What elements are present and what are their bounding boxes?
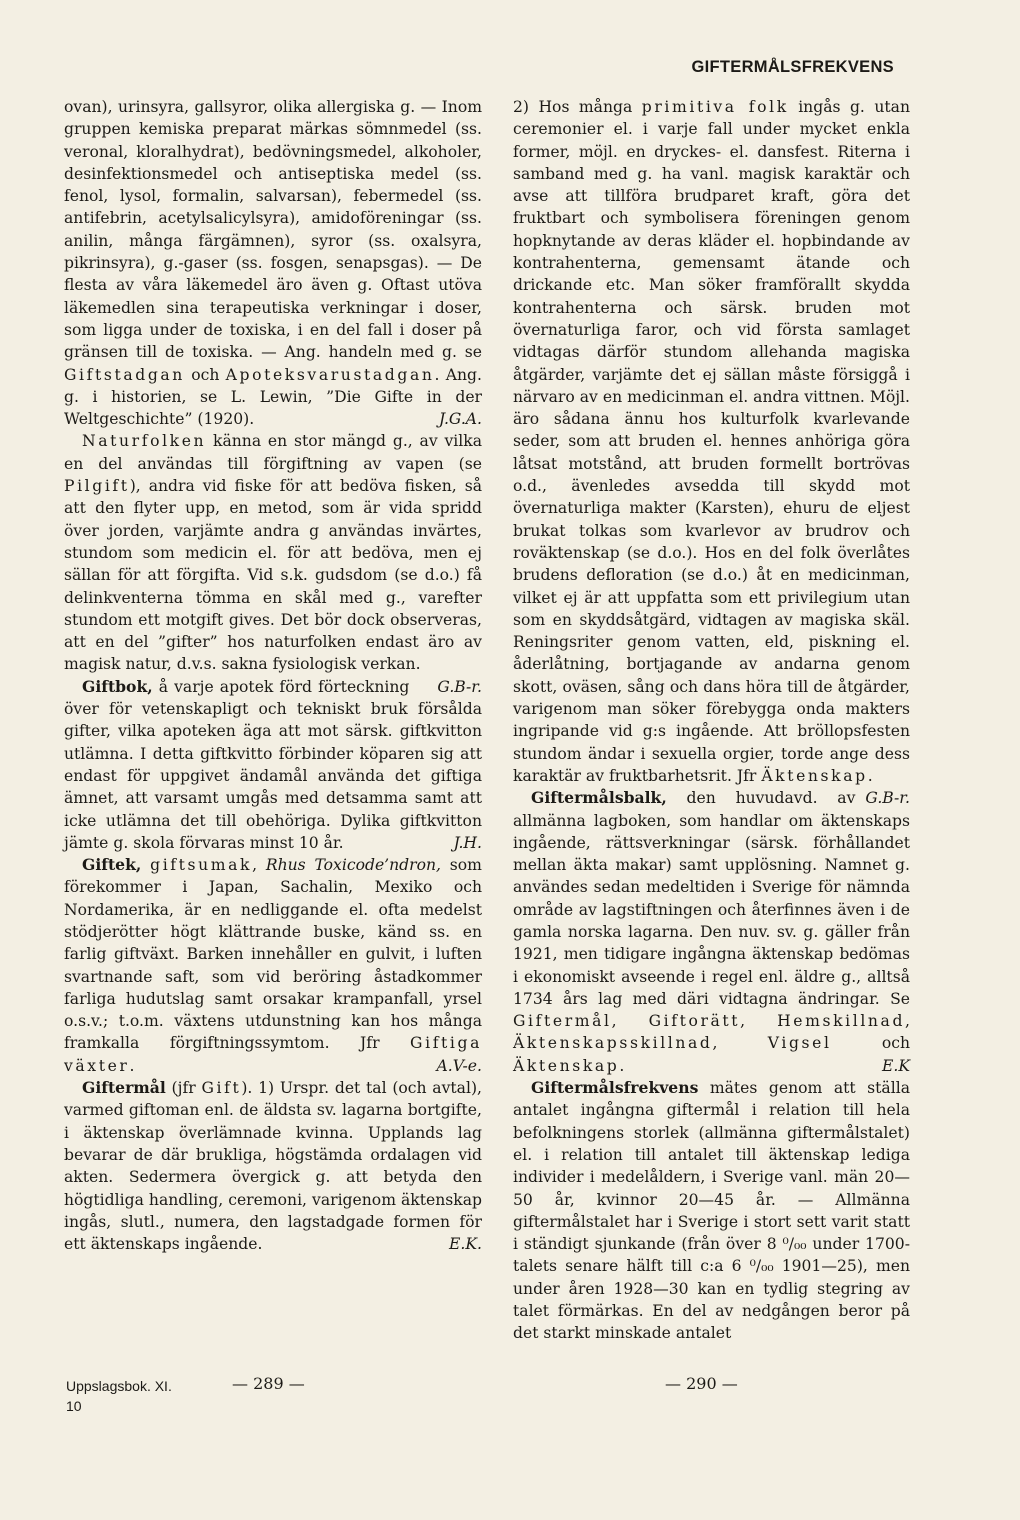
author-signature: E.K.	[449, 1235, 482, 1254]
page-number-right: — 290 —	[665, 1374, 738, 1393]
entry-giftermal-continuation: 2) Hos många primitiva folk ingås g. utan ceremonier el. i varje fall under mycket enkla former, möjl. en dryckes- el. dansfest. Riterna i samband med g. ha vanl. magisk karaktär och avse att tillföra brudparet kraft, göra det fruktbart och symbolisera föreningen genom hopknytande av deras kläder el. hopbindande av kontrahenterna, gemensamt ätande och drickande etc. Man söker framförallt skydda kontrahenterna och särsk. bruden mot övernaturliga faror, och vid första samlaget vidtagas därför stundom allehanda magiska åtgärder, varjämte det ej sällan måste försiggå i närvaro av en medicinman el. andra vittnen. Möjl. äro sådana ännu hos kulturfolk kvarlevande seder, som att bruden el. hennes anhöriga göra låtsat motstånd, att bruden formellt bortrövas o.d., ävenledes avsedda till skydd mot övernaturliga makter (Karsten), ehuru de eljest brukat tolkas som kvarlevor av brudrov och roväktenskap (se d.o.). Hos en del folk överlåtes brudens defloration (se d.o.) åt en medicinman, vilket ej är att uppfatta som ett privilegium utan som en skyddsåtgärd, vidtagen av magiska skäl. Reningsriter genom vatten, eld, piskning el. åderlåtning, bortjagande av andarna genom skott, oväsen, sång och dans höra till de åtgärder, varigenom man söker förebygga onda makters ingripande vid g:s ingående. Att bröllopsfesten stundom ändar i sexuella orgier, torde ange dess karaktär av fruktbarhetsrit. Jfr Äktenskap. G.B-r.	[513, 96, 910, 787]
xref-gift[interactable]: Gift	[201, 1079, 242, 1098]
xref-vigsel[interactable]: Vigsel	[767, 1034, 832, 1053]
author-signature: E.K	[882, 1056, 910, 1075]
entry-giftek: Giftek, giftsumak, Rhus Toxicode’ndron, som förekommer i Japan, Sachalin, Mexiko och Nordamerika, är en nedliggande el. ofta medelst stödjerötter högt klättrande buske, känd ss. en farlig giftväxt. Barken innehåller en gulvit, i luften svartnande saft, som vid beröring åstadkommer farliga hudutslag samt orsakar krampanfall, yrsel o.s.v.; t.o.m. växtens utdunstning kan hos många framkalla förgiftningssymtom. Jfr Giftiga växter. A.V-e.	[64, 854, 482, 1077]
entry-gift-continuation: ovan), urinsyra, gallsyror, olika allergiska g. — Inom gruppen kemiska preparat märkas sömnmedel (ss. veronal, kloralhydrat), bedövningsmedel, alkoholer, desinfektionsmedel och antiseptiska medel (ss. fenol, lysol, formalin, salvarsan), febermedel (ss. antifebrin, acetylsalicylsyra), amidoföreningar (ss. anilin, många färgämnen), syror (ss. oxalsyra, pikrinsyra), g.-gaser (ss. fosgen, senapsgas). — De flesta av våra läkemedel äro även g. Oftast utöva läkemedlen sina terapeutiska verkningar i doser, som ligga under de toxiska, i en del fall i doser på gränsen till de toxiska. — Ang. handeln med g. se Giftstadgan och Apoteksvarustadgan. Ang. g. i historien, se L. Lewin, ”Die Gifte in der Weltgeschichte” (1920). J.G.A.	[64, 96, 482, 430]
page-number-left: — 289 —	[232, 1374, 305, 1393]
signature-mark: 10	[66, 1398, 82, 1414]
entry-giftermalsfrekvens: Giftermålsfrekvens mätes genom att ställa antalet ingångna giftermål i relation till hela befolkningens storlek (allmänna giftermålstalet) el. i relation till antalet till äktenskap lediga individer i medelåldern, i Sverige vanl. män 20—50 år, kvinnor 20—45 år. — Allmänna giftermålstalet har i Sverige i stort sett varit statt i ständigt sjunkande (från över 8 ⁰/₀₀ under 1700-talets senare hälft till c:a 6 ⁰/₀₀ 1901—25), men under åren 1928—30 kan en tydlig stegring av talet förmärkas. En del av nedgången beror på det starkt minskade antalet	[513, 1078, 910, 1343]
xref-giftoratt[interactable]: Giftorätt	[648, 1012, 741, 1031]
spaced-lead: Naturfolken	[82, 432, 207, 451]
xref-aktenskap-2[interactable]: Äktenskap	[513, 1056, 620, 1075]
entry-gift-naturfolken: Naturfolken känna en stor mängd g., av vilka en del användas till förgiftning av vapen (se Pilgift), andra vid fiske för att bedöva fisken, så att den flyter upp, en metod, som är vida spridd över jorden, varjämte andra g användas invärtes, stundom som medicin el. för att bedöva, men ej sällan för att förgifta. Vid s.k. gudsdom (se d.o.) få delinkventerna tömma en skål med g., varefter stundom ett motgift gives. Det bör dock observeras, att en del ”gifter” hos naturfolken endast äro av magisk natur, d.v.s. sakna fysiologisk verkan. G.B-r.	[64, 430, 482, 675]
entry-giftermalsbalk: Giftermålsbalk, den huvudavd. av allmänna lagboken, som handlar om äktenskaps ingående, rättsverkningar (särsk. förhållandet mellan äkta makar) samt upplösning. Namnet g. användes sedan medeltiden i Sverige för nämnda område av lagstiftningen och återfinnes även i de gamla norska lagarna. Den nuv. sv. g. gäller från 1921, men tidigare ingångna äktenskap bedömas i ekonomiskt avseende i regel enl. äldre g., alltså 1734 års lag med däri vidtagna ändringar. Se Giftermål, Giftorätt, Hemskillnad, Äktenskapsskillnad, Vigsel och Äktenskap. E.K	[513, 787, 910, 1077]
headword-giftermal: Giftermål	[82, 1078, 166, 1098]
author-signature: J.G.A.	[438, 410, 482, 429]
volume-label: Uppslagsbok. XI.	[66, 1378, 172, 1394]
xref-aktenskapsskillnad[interactable]: Äktenskapsskillnad	[513, 1034, 713, 1053]
xref-giftstadgan[interactable]: Giftstadgan	[64, 365, 185, 384]
left-column	[64, 96, 482, 1255]
author-signature: A.V-e.	[436, 1056, 482, 1075]
synonym-giftsumak: giftsumak	[150, 856, 253, 875]
xref-pilgift[interactable]: Pilgift	[64, 477, 130, 496]
xref-giftermal[interactable]: Giftermål	[513, 1012, 612, 1031]
xref-giftiga-vaxter[interactable]: Giftiga växter	[64, 1034, 482, 1075]
latin-name: Rhus Toxicode’ndron,	[265, 856, 441, 875]
headword-giftermalsfrekvens: Giftermålsfrekvens	[531, 1078, 699, 1098]
xref-aktenskap[interactable]: Äktenskap	[761, 766, 868, 785]
running-head: GIFTERMÅLSFREKVENS	[691, 58, 894, 76]
xref-primitiva-folk[interactable]: primitiva folk	[641, 98, 789, 116]
author-signature: G.B-r.	[437, 677, 482, 696]
headword-giftek: Giftek,	[82, 855, 142, 875]
xref-apoteksvarustadgan[interactable]: Apoteksvarustadgan	[225, 365, 435, 384]
author-signature: J.H.	[453, 833, 482, 852]
headword-giftermalsbalk: Giftermålsbalk,	[531, 788, 667, 808]
author-signature: G.B-r.	[865, 789, 910, 808]
footer-volume-mark	[66, 1376, 172, 1416]
right-column	[513, 96, 910, 1345]
xref-hemskillnad[interactable]: Hemskillnad	[777, 1012, 906, 1031]
entry-giftermal: Giftermål (jfr Gift). 1) Urspr. det tal (och avtal), varmed giftoman enl. de äldsta sv. lagarna bortgifte, i äktenskap överlämnade kvinna. Upplands lag bevarar de där brukliga, högstämda ordalagen vid akten. Sedermera övergick g. att betyda den högtidliga handling, ceremoni, varigenom äktenskap ingås, slutl., numera, den lagstadgade formen för ett äktenskaps ingående. E.K.	[64, 1077, 482, 1255]
headword-giftbok: Giftbok,	[82, 676, 153, 696]
entry-giftbok: Giftbok, å varje apotek förd förteckning över för vetenskapligt och tekniskt bruk försålda gifter, vilka apoteken äga att mot särsk. giftkvitton utlämna. I detta giftkvitto förbinder köparen sig att endast för uppgivet ändamål använda det giftiga ämnet, att varsamt umgås med detsamma samt att icke utlämna det till obehöriga. Dylika giftkvitton jämte g. skola förvaras minst 10 år. J.H.	[64, 676, 482, 854]
